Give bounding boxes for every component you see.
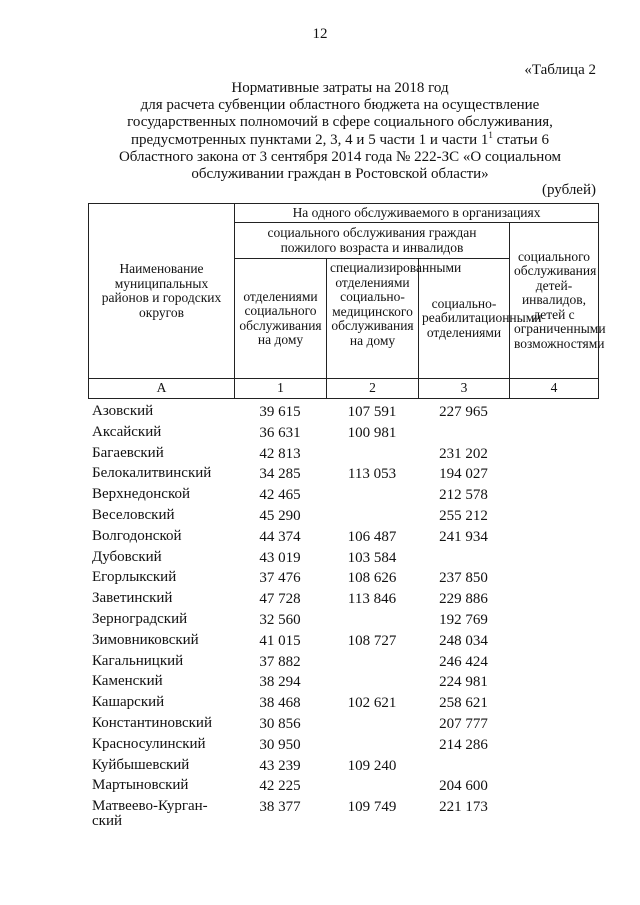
- table-row: [88, 778, 598, 799]
- title-line: для расчета субвенции областного бюджета на осуществление: [140, 97, 540, 114]
- cost-value-c1: 41 015: [259, 632, 301, 649]
- cost-value-c3: 224 981: [439, 674, 488, 691]
- title-line: Областного закона от 3 сентября 2014 года № 222-ЗС «О социальном: [118, 148, 562, 165]
- cost-value-c3: 192 769: [439, 611, 488, 628]
- table-row: [88, 695, 598, 716]
- cost-value-c3: 258 621: [439, 695, 488, 712]
- table-row: [88, 737, 598, 758]
- header-name-column: Наименование муниципальных районов и городских округов: [89, 204, 235, 379]
- district-name: Веселовский: [92, 506, 175, 523]
- cost-value-c2: 102 621: [347, 695, 397, 712]
- district-name: Верхнедонской: [92, 486, 191, 503]
- cost-value-c1: 37 476: [259, 570, 301, 587]
- district-name: Каменский: [92, 673, 163, 690]
- column-number: А: [89, 379, 235, 399]
- header-specialized-departments: специализированными отделениями социально-медицинского обслуживания на дому: [327, 259, 419, 379]
- cost-value-c1: 34 285: [259, 466, 301, 483]
- title-line-with-superscript: [80, 129, 600, 149]
- table-row: [88, 487, 598, 508]
- cost-value-c2: 108 727: [347, 632, 397, 649]
- cost-value-c1: 42 225: [259, 778, 301, 795]
- district-name: Багаевский: [92, 444, 164, 461]
- cost-value-c1: 39 615: [259, 404, 301, 420]
- cost-value-c3: 194 027: [439, 466, 488, 483]
- cost-value-c1: 42 465: [259, 487, 301, 504]
- cost-value-c2: 100 981: [347, 424, 397, 441]
- table-row: [88, 550, 598, 571]
- cost-value-c3: 237 850: [439, 570, 488, 587]
- district-name: Волгодонской: [92, 527, 182, 544]
- header-social-children: социального обслуживания детей-инвалидов, детей с ограниченными возможностями: [510, 223, 599, 379]
- table-row: [88, 508, 598, 529]
- table-row: [88, 798, 598, 830]
- district-name: Зимовниковский: [92, 631, 199, 648]
- table-row: [88, 633, 598, 654]
- district-name: Куйбышевский: [92, 756, 190, 773]
- district-name: Красносулинский: [92, 735, 206, 752]
- cost-value-c2: 107 591: [347, 404, 397, 420]
- header-social-elderly: социального обслуживания граждан пожилого возраста и инвалидов: [235, 223, 510, 259]
- district-name: Кашарский: [92, 694, 165, 711]
- column-number: 1: [235, 379, 327, 399]
- district-name: Белокалитвинский: [92, 465, 212, 482]
- norms-table-body: [88, 403, 598, 830]
- table-row: [88, 529, 598, 550]
- district-name: Дубовский: [92, 548, 162, 565]
- currency-note: (рублей): [541, 182, 596, 198]
- cost-value-c2: 113 846: [347, 591, 397, 608]
- district-name: Егорлыкский: [92, 569, 177, 586]
- cost-value-c3: 229 886: [439, 591, 488, 608]
- header-rehab-departments: социально-реабилитационными отделениями: [419, 259, 510, 379]
- table-row: [88, 716, 598, 737]
- cost-value-c1: 38 294: [259, 674, 301, 691]
- table-row: [88, 425, 598, 446]
- district-name: Заветинский: [92, 590, 173, 607]
- table-row: [88, 612, 598, 633]
- cost-value-c2: 108 626: [347, 570, 397, 587]
- table-row: [88, 758, 598, 779]
- table-row: [88, 446, 598, 467]
- cost-value-c2: 106 487: [347, 528, 397, 545]
- superscript: 1: [488, 129, 493, 140]
- table-reference: «Таблица 2: [524, 62, 596, 78]
- cost-value-c1: 38 377: [259, 799, 301, 816]
- document-title: [80, 80, 600, 183]
- cost-value-c1: 36 631: [259, 424, 301, 441]
- cost-value-c1: 30 950: [259, 736, 301, 753]
- district-name: Кагальницкий: [92, 652, 184, 669]
- district-name: Зерноградский: [92, 610, 188, 627]
- title-line-text: предусмотренных пунктами 2, 3, 4 и 5 части 1 и части 1: [131, 131, 489, 148]
- table-row: [88, 466, 598, 487]
- cost-value-c3: 212 578: [439, 487, 488, 504]
- table-row: [88, 570, 598, 591]
- title-line: государственных полномочий в сфере социального обслуживания,: [127, 114, 553, 131]
- district-name: Мартыновский: [92, 777, 189, 794]
- district-name: Матвеево-Курган- ский: [92, 798, 208, 830]
- district-name: Аксайский: [92, 423, 162, 440]
- title-line-text: статьи 6: [492, 131, 549, 148]
- cost-value-c2: 109 749: [347, 799, 397, 816]
- district-name: Константиновский: [92, 714, 212, 731]
- column-number: 3: [419, 379, 510, 399]
- cost-value-c3: 248 034: [439, 632, 488, 649]
- title-line: обслуживании граждан в Ростовской области»: [191, 166, 489, 183]
- cost-value-c3: 246 424: [439, 653, 488, 670]
- cost-value-c1: 32 560: [259, 611, 301, 628]
- cost-value-c1: 42 813: [259, 445, 301, 462]
- cost-value-c1: 47 728: [259, 591, 301, 608]
- cost-value-c1: 43 019: [259, 549, 301, 566]
- cost-value-c3: 231 202: [439, 445, 488, 462]
- cost-value-c1: 43 239: [259, 757, 301, 774]
- cost-value-c1: 44 374: [259, 528, 301, 545]
- header-per-client: На одного обслуживаемого в организациях: [235, 204, 599, 223]
- header-home-departments: отделениями социального обслуживания на дому: [235, 259, 327, 379]
- table-row: [88, 404, 598, 425]
- cost-value-c3: 204 600: [439, 778, 488, 795]
- cost-value-c3: 221 173: [439, 799, 488, 816]
- column-number: 4: [510, 379, 599, 399]
- cost-value-c1: 38 468: [259, 695, 301, 712]
- cost-value-c2: 109 240: [347, 757, 397, 774]
- table-row: [88, 674, 598, 695]
- cost-value-c3: 214 286: [439, 736, 488, 753]
- cost-value-c3: 241 934: [439, 528, 488, 545]
- cost-value-c2: 113 053: [347, 466, 397, 483]
- column-number: 2: [327, 379, 419, 399]
- cost-value-c3: 227 965: [439, 404, 488, 420]
- cost-value-c1: 45 290: [259, 507, 301, 524]
- cost-value-c3: 255 212: [439, 507, 488, 524]
- cost-value-c3: 207 777: [439, 715, 488, 732]
- page-number: 12: [312, 26, 328, 42]
- cost-value-c1: 37 882: [259, 653, 301, 670]
- cost-value-c2: 103 584: [347, 549, 397, 566]
- table-row: [88, 591, 598, 612]
- title-line: Нормативные затраты на 2018 год: [231, 80, 449, 96]
- table-row: [88, 654, 598, 675]
- district-name: Азовский: [92, 403, 154, 419]
- cost-value-c1: 30 856: [259, 715, 301, 732]
- norms-table-header: [88, 203, 606, 399]
